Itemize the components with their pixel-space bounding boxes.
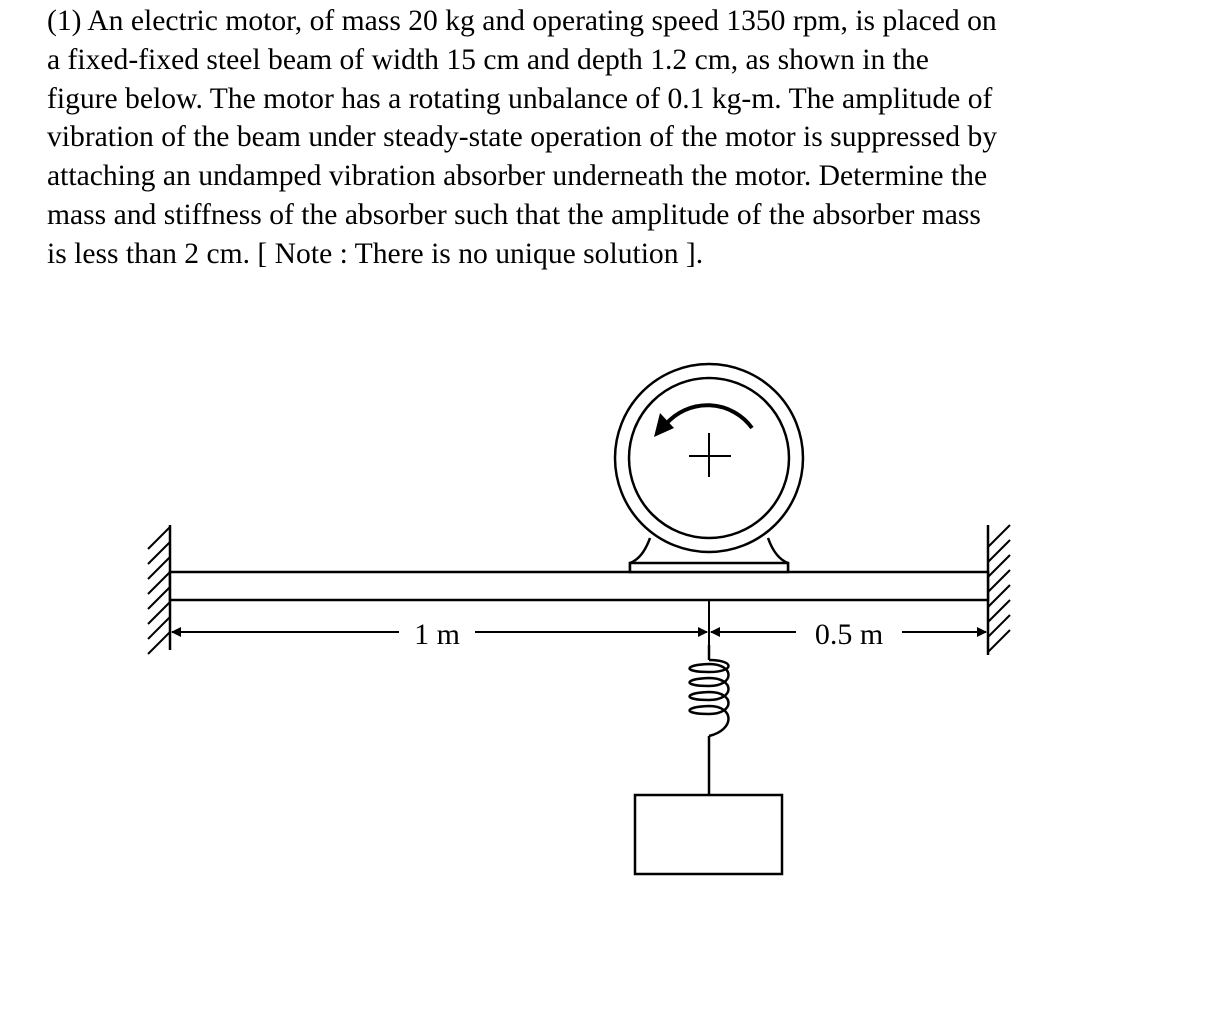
left-span-label: 1 m: [414, 618, 460, 651]
motor-base-plate: [630, 563, 788, 572]
problem-line: figure below. The motor has a rotating unbalance of 0.1 kg-m. The amplitude of: [47, 82, 993, 115]
left-fixed-support: [148, 525, 170, 654]
right-fixed-support: [988, 525, 1010, 655]
absorber-mass: [635, 795, 782, 874]
right-span-label: 0.5 m: [814, 618, 884, 651]
problem-line: vibration of the beam under steady-state operation of the motor is suppressed by: [47, 121, 998, 154]
fixed-fixed-beam: [170, 572, 988, 600]
problem-line: mass and stiffness of the absorber such that the amplitude of the absorber mass: [47, 198, 981, 231]
electric-motor: [615, 364, 803, 572]
problem-line: (1) An electric motor, of mass 20 kg and operating speed 1350 rpm, is placed on: [47, 5, 997, 37]
problem-line: a fixed-fixed steel beam of width 15 cm and depth 1.2 cm, as shown in the: [47, 43, 929, 76]
problem-line: attaching an undamped vibration absorber underneath the motor. Determine the: [47, 160, 988, 193]
problem-line: is less than 2 cm. [ Note : There is no unique solution ].: [47, 237, 704, 270]
left-span-dimension: [172, 600, 709, 651]
absorber-spring: [690, 645, 729, 795]
right-span-dimension: [711, 618, 986, 651]
